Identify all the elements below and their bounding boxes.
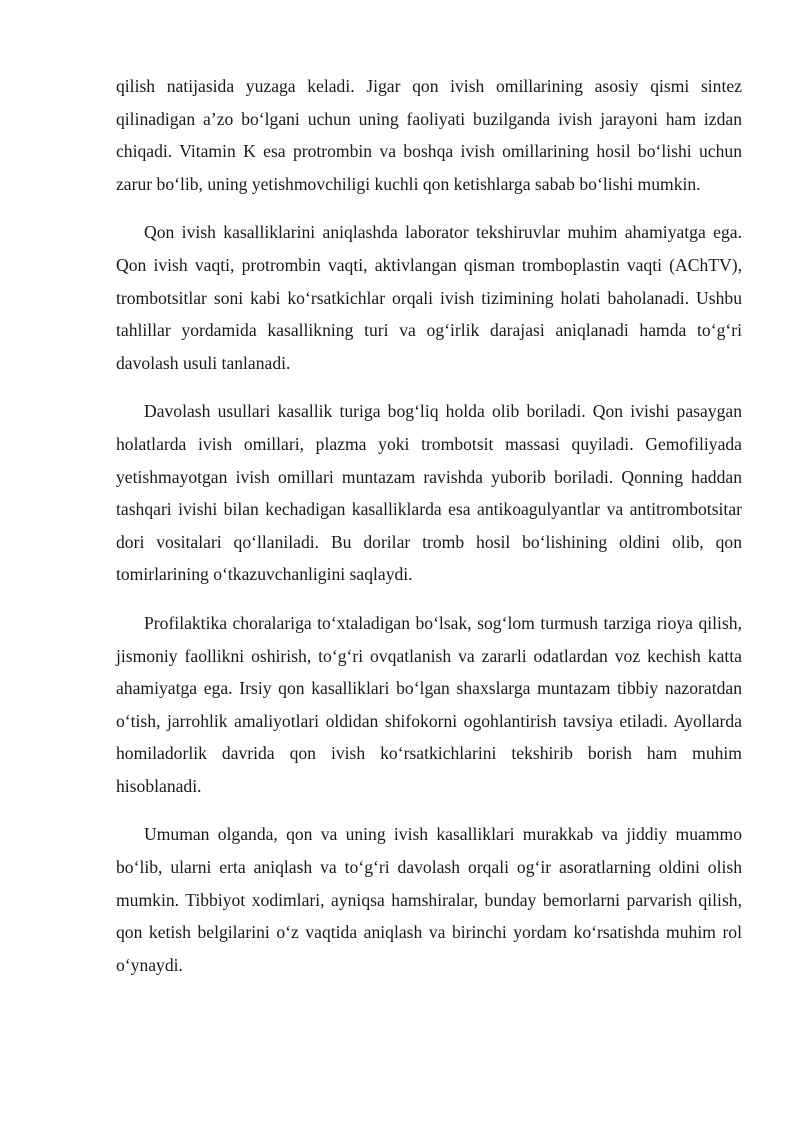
paragraph-laboratory-tests: Qon ivish kasalliklarini aniqlashda laborator tekshiruvlar muhim ahamiyatga ega. Qon ivish vaqti, protrombin vaqti, aktivlangan qisman tromboplastin vaqti (AChTV), trombotsitlar soni kabi ko‘rsatkichlar orqali ivish tizimining holati baholanadi. Ushbu tahlillar yordamida kasallikning turi va og‘irlik darajasi aniqlanadi hamda to‘g‘ri davolash usuli tanlanadi. xyxy=(116,222,742,373)
paragraph-conclusion: Umuman olganda, qon va uning ivish kasalliklari murakkab va jiddiy muammo bo‘lib, ularni erta aniqlash va to‘g‘ri davolash orqali og‘ir asoratlarning oldini olish mumkin. Tibbiyot xodimlari, ayniqsa hamshiralar, bunday bemorlarni parvarish qilish, qon ketish belgilarini o‘z vaqtida aniqlash va birinchi yordam ko‘rsatishda muhim rol o‘ynaydi. xyxy=(116,824,742,975)
document-page xyxy=(116,70,742,997)
paragraph-continuation: qilish natijasida yuzaga keladi. Jigar qon ivish omillarining asosiy qismi sintez qilinadigan a’zo bo‘lgani uchun uning faoliyati buzilganda ivish jarayoni ham izdan chiqadi. Vitamin K esa protrombin va boshqa ivish omillarining hosil bo‘lishi uchun zarur bo‘lib, uning yetishmovchiligi kuchli qon ketishlarga sabab bo‘lishi mumkin. xyxy=(116,76,742,194)
paragraph-prevention: Profilaktika choralariga to‘xtaladigan bo‘lsak, sog‘lom turmush tarziga rioya qilish, jismoniy faollikni oshirish, to‘g‘ri ovqatlanish va zararli odatlardan voz kechish katta ahamiyatga ega. Irsiy qon kasalliklari bo‘lgan shaxslarga muntazam tibbiy nazoratdan o‘tish, jarrohlik amaliyotlari oldidan shifokorni ogohlantirish tavsiya etiladi. Ayollarda homiladorlik davrida qon ivish ko‘rsatkichlarini tekshirib borish ham muhim hisoblanadi. xyxy=(116,612,742,796)
paragraph-treatment: Davolash usullari kasallik turiga bog‘liq holda olib boriladi. Qon ivishi pasaygan holatlarda ivish omillari, plazma yoki trombotsit massasi quyiladi. Gemofiliyada yetishmayotgan ivish omillari muntazam ravishda yuborib boriladi. Qonning haddan tashqari ivishi bilan kechadigan kasalliklarda esa antikoagulyantlar va antitrombotsitar dori vositalari qo‘llaniladi. Bu dorilar tromb hosil bo‘lishining oldini olib, qon tomirlarining o‘tkazuvchanligini saqlaydi. xyxy=(116,401,742,585)
